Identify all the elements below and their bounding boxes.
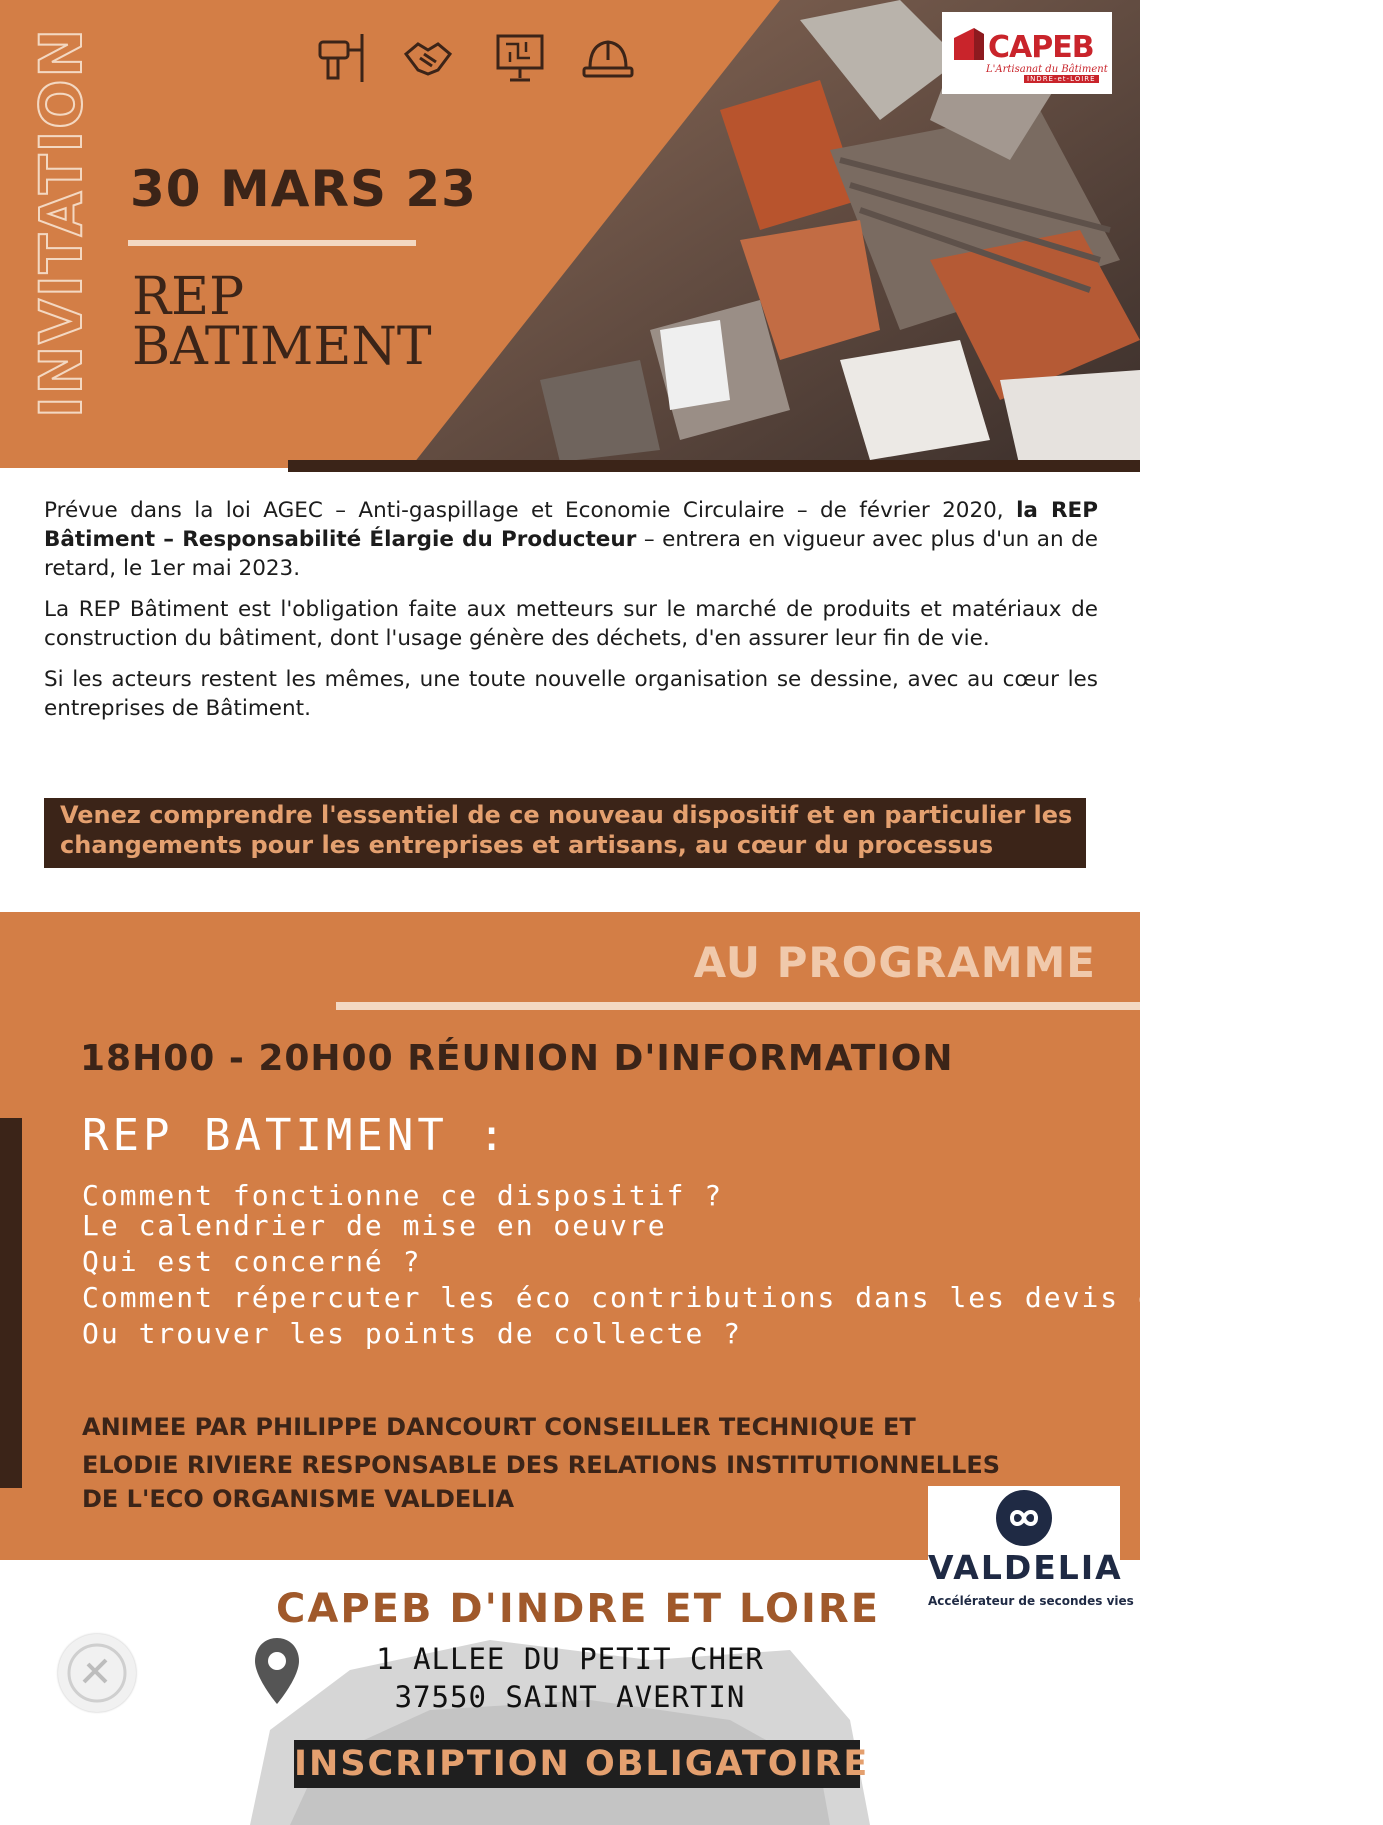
speakers-line: DE L'ECO ORGANISME VALDELIA (82, 1485, 515, 1513)
event-title (132, 267, 492, 377)
hard-hat-icon (582, 30, 634, 86)
intro-paragraph-2: La REP Bâtiment est l'obligation faite aux metteurs sur le marché de produits et matériaux de construction du bâtiment, dont l'usage génère des déchets, d'en assurer leur fin de vie. (44, 597, 1098, 651)
circuit-screen-icon (494, 30, 546, 86)
address-line1: 1 ALLEE DU PETIT CHER (376, 1642, 764, 1676)
intro-p1-bold: la REP Bâtiment – Responsabilité Élargie du Producteur (44, 498, 1098, 552)
list-item: Ou trouver les points de collecte ? (82, 1317, 743, 1350)
capeb-logo-tagline: L'Artisanat du Bâtiment (986, 64, 1108, 75)
meeting-time: 18H00 - 20H00 RÉUNION D'INFORMATION (80, 1038, 954, 1079)
list-item: Comment répercuter les éco contributions dans les devis et factures ? (82, 1281, 1383, 1314)
capeb-logo-region: INDRE-et-LOIRE (1024, 75, 1099, 83)
question-list (82, 1179, 1383, 1350)
valdelia-name: VALDELIA (928, 1548, 1123, 1587)
date-divider (128, 240, 416, 246)
list-item: Comment fonctionne ce dispositif ? (82, 1179, 724, 1212)
side-accent-bar (0, 1118, 22, 1488)
header-banner (0, 0, 1140, 468)
badge-logo (58, 1634, 136, 1712)
venue-address (360, 1640, 780, 1716)
header-bottom-bar (288, 460, 1140, 472)
speakers-line: ANIMEE PAR PHILIPPE DANCOURT CONSEILLER TECHNIQUE ET (82, 1413, 916, 1441)
registration-text: INSCRIPTION OBLIGATOIRE (294, 1744, 870, 1784)
intro-p1-start: Prévue dans la loi AGEC – Anti-gaspillage et Economie Circulaire – de février 2020, (44, 498, 1017, 523)
drill-icon (316, 30, 368, 86)
tools-icon (58, 1634, 136, 1712)
valdelia-infinity-icon (996, 1490, 1052, 1546)
intro-paragraph-1 (44, 496, 1098, 583)
venue-name: CAPEB D'INDRE ET LOIRE (276, 1586, 881, 1632)
event-title-line2: BATIMENT (132, 317, 432, 377)
list-item: Le calendrier de mise en oeuvre (82, 1209, 667, 1242)
invitation-label: INVITATION (27, 26, 95, 418)
intro-p1-end: – entrera en vigueur avec plus d'un an de retard, le 1er mai 2023. (44, 527, 1098, 581)
program-subject: REP BATIMENT : (82, 1110, 509, 1161)
intro-text (44, 496, 1098, 735)
capeb-logo-name: CAPEB (988, 30, 1094, 65)
speakers (82, 1408, 1001, 1518)
event-title-line1: REP (132, 267, 245, 327)
address-line2: 37550 SAINT AVERTIN (394, 1680, 746, 1714)
infinity-icon (996, 1490, 1052, 1546)
handshake-icon (402, 30, 454, 86)
capeb-mark-icon (950, 22, 988, 66)
location-pin-icon (252, 1636, 302, 1706)
event-date: 30 MARS 23 (130, 160, 477, 218)
callout-text: Venez comprendre l'essentiel de ce nouveau dispositif et en particulier les changements pour les entreprises et artisans, au cœur du processus (60, 801, 1073, 859)
valdelia-tagline: Accélérateur de secondes vies (928, 1594, 1134, 1608)
trade-icons (316, 30, 636, 90)
speakers-line: ELODIE RIVIERE RESPONSABLE DES RELATIONS INSTITUTIONNELLES (82, 1451, 1001, 1479)
program-divider (336, 1002, 1140, 1010)
program-heading: AU PROGRAMME (693, 938, 1096, 987)
intro-paragraph-3: Si les acteurs restent les mêmes, une toute nouvelle organisation se dessine, avec au cœur les entreprises de Bâtiment. (44, 667, 1098, 721)
list-item: Qui est concerné ? (82, 1245, 422, 1278)
